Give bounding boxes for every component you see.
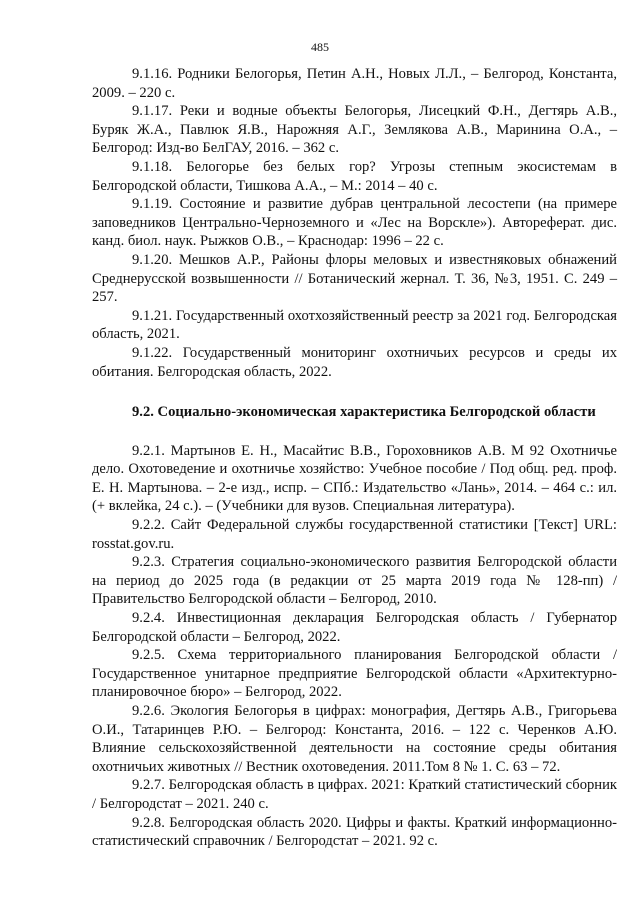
reference-9-1-19: 9.1.19. Состояние и развитие дубрав центральной лесостепи (на примере заповедников Центрально-Черноземного и «Лес на Ворскле»). Автореферат. дис. канд. биол. наук. Рыжков О.В., – Краснодар: 1996 – 22 с. — [92, 196, 617, 250]
section-9-2-list — [92, 442, 617, 851]
reference-9-2-2: 9.2.2. Сайт Федеральной службы государственной статистики [Текст] URL: rosstat.gov.ru. — [92, 517, 617, 552]
reference-9-1-20: 9.1.20. Мешков А.Р., Районы флоры меловых и известняковых обнажений Среднерусской возвышенности // Ботанический жернал. Т. 36, №3, 1951. С. 249 – 257. — [92, 251, 617, 306]
reference-9-1-17: 9.1.17. Реки и водные объекты Белогорья, Лисецкий Ф.Н., Дегтярь А.В., Буряк Ж.А., Павлюк Я.В., Нарожняя А.Г., Землякова А.В., Маринина О.А., – Белгород: Изд-во БелГАУ, 2016. – 362 с. — [92, 103, 617, 157]
reference-9-2-6: 9.2.6. Экология Белогорья в цифрах: монография, Дегтярь А.В., Григорьева О.И., Татаринцев Р.Ю. – Белгород: Константа, 2016. – 122 с. Черенков А.Ю. Влияние сельскохозяйственной деятельности на состояние среды обитания охотничьих животных // Вестник охотоведения. 2011.Том 8 № 1. С. 63 – 72. — [92, 703, 617, 775]
reference-9-1-18: 9.1.18. Белогорье без белых гор? Угрозы степным экосистемам в Белгородской области, Тишкова А.А., – М.: 2014 – 40 с. — [92, 158, 617, 194]
page-number: 485 — [311, 40, 329, 54]
reference-9-2-8: 9.2.8. Белгородская область 2020. Цифры и факты. Краткий информационно-статистический справочник / Белгородстат – 2021. 92 с. — [92, 814, 617, 850]
reference-9-2-1: 9.2.1. Мартынов Е. Н., Масайтис В.В., Гороховников А.В. М 92 Охотничье дело. Охотоведение и охотничье хозяйство: Учебное пособие / Под общ. ред. проф. Е. Н. Мартынова. – 2-е изд., испр. – СПб.: Издательство «Лань», 2014. – 464 с.: ил. (+ вклейка, 24 с.). – (Учебники для вузов. Специальная литература). — [92, 442, 617, 515]
reference-9-2-4: 9.2.4. Инвестиционная декларация Белгородская область / Губернатор Белгородской области – Белгород, 2022. — [92, 610, 617, 645]
reference-9-1-22: 9.1.22. Государственный мониторинг охотничьих ресурсов и среды их обитания. Белгородская область, 2022. — [92, 344, 617, 380]
reference-9-2-7: 9.2.7. Белгородская область в цифрах. 2021: Краткий статистический сборник / Белгородстат – 2021. 240 с. — [92, 777, 617, 812]
document-body — [92, 65, 617, 851]
reference-9-2-5: 9.2.5. Схема территориального планирования Белгородской области / Государственное унитарное предприятие Белгородской области «Архитектурно-планировочное бюро» – Белгород, 2022. — [92, 647, 617, 701]
reference-9-2-3: 9.2.3. Стратегия социально-экономического развития Белгородской области на период до 2025 года (в редакции от 25 марта 2019 года № 128-пп) / Правительство Белгородской области – Белгород, 2010. — [92, 554, 617, 608]
section-heading: 9.2. Социально-экономическая характеристика Белгородской области — [132, 404, 596, 421]
reference-9-1-16: 9.1.16. Родники Белогорья, Петин А.Н., Новых Л.Л., – Белгород, Константа, 2009. – 220 с. — [92, 66, 617, 101]
reference-9-1-21: 9.1.21. Государственный охотхозяйственный реестр за 2021 год. Белгородская область, 2021. — [92, 307, 617, 343]
section-9-1-list — [92, 65, 617, 381]
